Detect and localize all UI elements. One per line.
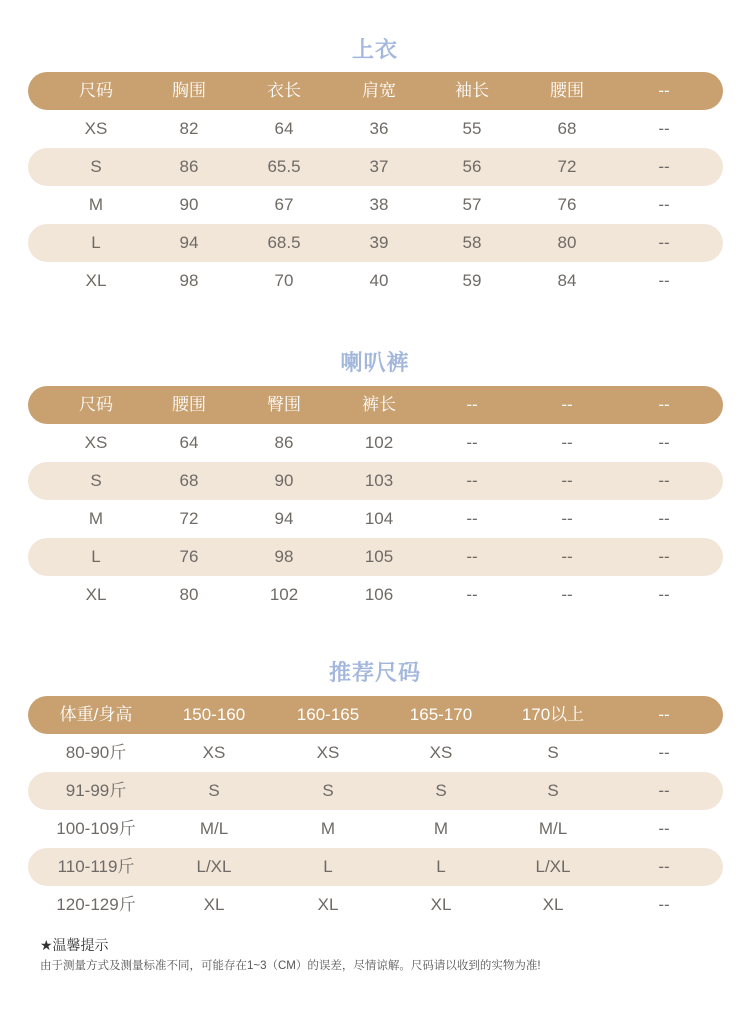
header-cell: 衣长 bbox=[267, 81, 301, 100]
table-cell: -- bbox=[658, 471, 670, 490]
table-cell: 36 bbox=[369, 119, 389, 138]
header-cell: 150-160 bbox=[182, 705, 246, 724]
table-cell: 64 bbox=[274, 119, 294, 138]
table-cell: 80 bbox=[179, 585, 199, 604]
table-cell: XL bbox=[203, 895, 225, 914]
header-cell: 腰围 bbox=[172, 395, 206, 414]
header-cell: 裤长 bbox=[362, 395, 396, 414]
table-cell: S bbox=[547, 743, 559, 762]
table-cell: -- bbox=[561, 471, 573, 490]
table-cell: M bbox=[88, 509, 104, 528]
table-cell: -- bbox=[658, 585, 670, 604]
table-cell: XS bbox=[429, 743, 453, 762]
table-cell: S bbox=[547, 781, 559, 800]
section-title-top: 上衣 bbox=[351, 37, 398, 62]
table-row bbox=[28, 110, 723, 148]
table-cell: -- bbox=[658, 271, 670, 290]
table-row bbox=[28, 886, 723, 924]
table-cell: 55 bbox=[462, 119, 482, 138]
header-cell: -- bbox=[658, 81, 670, 100]
table-cell: -- bbox=[561, 547, 573, 566]
header-cell: 肩宽 bbox=[362, 81, 396, 100]
table-row bbox=[28, 538, 723, 576]
table-cell: M/L bbox=[538, 819, 568, 838]
table-cell: -- bbox=[466, 509, 478, 528]
header-cell: 胸围 bbox=[172, 81, 206, 100]
table-cell: -- bbox=[658, 547, 670, 566]
table-cell: XS bbox=[202, 743, 226, 762]
header-cell: 腰围 bbox=[550, 81, 584, 100]
table-cell: 98 bbox=[274, 547, 294, 566]
table-cell: XS bbox=[84, 119, 108, 138]
table-cell: L/XL bbox=[196, 857, 232, 876]
table-cell: -- bbox=[658, 195, 670, 214]
table-cell: -- bbox=[658, 233, 670, 252]
table-cell: 84 bbox=[557, 271, 577, 290]
table-cell: 76 bbox=[557, 195, 577, 214]
note-body: 由于测量方式及测量标准不同，可能存在1~3（CM）的误差，尽情谅解。尺码请以收到的实物为准! bbox=[40, 960, 541, 972]
table-cell: 98 bbox=[179, 271, 199, 290]
header-cell: 体重/身高 bbox=[59, 705, 133, 724]
table-cell: 65.5 bbox=[267, 157, 301, 176]
table-cell: -- bbox=[658, 781, 670, 800]
table-cell: 110-119斤 bbox=[57, 857, 135, 876]
table-row bbox=[28, 424, 723, 462]
table-row bbox=[28, 810, 723, 848]
table-cell: XS bbox=[84, 433, 108, 452]
table-cell: 120-129斤 bbox=[56, 895, 136, 914]
table-cell: -- bbox=[658, 819, 670, 838]
table-header bbox=[28, 386, 723, 424]
table-cell: 72 bbox=[557, 157, 577, 176]
note-title: ★温馨提示 bbox=[40, 937, 109, 953]
table-cell: 94 bbox=[179, 233, 199, 252]
table-cell: XL bbox=[85, 585, 107, 604]
table-cell: 100-109斤 bbox=[56, 819, 136, 838]
table-cell: L bbox=[323, 857, 333, 876]
table-cell: -- bbox=[466, 433, 478, 452]
table-row bbox=[28, 500, 723, 538]
table-cell: 103 bbox=[364, 471, 394, 490]
table-cell: 56 bbox=[462, 157, 482, 176]
table-cell: 38 bbox=[369, 195, 389, 214]
header-cell: 尺码 bbox=[79, 81, 113, 100]
table-cell: M bbox=[433, 819, 449, 838]
header-cell: 袖长 bbox=[455, 81, 489, 100]
table-cell: 57 bbox=[462, 195, 482, 214]
table-cell: M bbox=[88, 195, 104, 214]
header-cell: 170以上 bbox=[521, 705, 585, 724]
table-cell: 40 bbox=[369, 271, 389, 290]
table-cell: 94 bbox=[274, 509, 294, 528]
table-cell: XL bbox=[430, 895, 452, 914]
table-cell: 91-99斤 bbox=[65, 781, 127, 800]
table-cell: L/XL bbox=[535, 857, 571, 876]
table-cell: 64 bbox=[179, 433, 199, 452]
header-cell: 臀围 bbox=[267, 395, 301, 414]
table-cell: L bbox=[91, 233, 101, 252]
table-cell: -- bbox=[561, 509, 573, 528]
table-row bbox=[28, 848, 723, 886]
table-cell: 68 bbox=[557, 119, 577, 138]
table-cell: XL bbox=[85, 271, 107, 290]
table-cell: 80 bbox=[557, 233, 577, 252]
table-cell: -- bbox=[658, 433, 670, 452]
table-cell: 39 bbox=[369, 233, 389, 252]
table-cell: M bbox=[320, 819, 336, 838]
header-cell: 165-170 bbox=[409, 705, 473, 724]
section-title-recommend: 推荐尺码 bbox=[328, 660, 421, 685]
table-cell: M/L bbox=[199, 819, 229, 838]
table-cell: 72 bbox=[179, 509, 199, 528]
header-cell: 160-165 bbox=[296, 705, 360, 724]
table-cell: 90 bbox=[274, 471, 294, 490]
table-cell: 67 bbox=[274, 195, 294, 214]
table-cell: S bbox=[322, 781, 334, 800]
size-table-pants bbox=[28, 386, 723, 614]
table-cell: 37 bbox=[369, 157, 389, 176]
table-row bbox=[28, 462, 723, 500]
table-cell: 58 bbox=[462, 233, 482, 252]
table-cell: 68.5 bbox=[267, 233, 301, 252]
table-row bbox=[28, 224, 723, 262]
table-cell: -- bbox=[658, 119, 670, 138]
table-header bbox=[28, 72, 723, 110]
table-cell: -- bbox=[658, 895, 670, 914]
table-cell: 104 bbox=[364, 509, 394, 528]
table-cell: XS bbox=[316, 743, 340, 762]
table-cell: 86 bbox=[179, 157, 199, 176]
table-cell: 90 bbox=[179, 195, 199, 214]
section-title-pants: 喇叭裤 bbox=[340, 350, 410, 375]
table-cell: 102 bbox=[269, 585, 299, 604]
table-row bbox=[28, 734, 723, 772]
table-row bbox=[28, 262, 723, 300]
table-cell: 86 bbox=[274, 433, 294, 452]
table-cell: -- bbox=[466, 585, 478, 604]
table-row bbox=[28, 772, 723, 810]
table-row bbox=[28, 148, 723, 186]
table-cell: 59 bbox=[462, 271, 482, 290]
table-cell: -- bbox=[658, 743, 670, 762]
table-cell: 80-90斤 bbox=[65, 743, 127, 762]
table-cell: -- bbox=[658, 509, 670, 528]
table-cell: -- bbox=[561, 585, 573, 604]
table-cell: -- bbox=[466, 547, 478, 566]
size-table-recommend bbox=[28, 696, 723, 924]
table-header bbox=[28, 696, 723, 734]
table-row bbox=[28, 576, 723, 614]
table-cell: 76 bbox=[179, 547, 199, 566]
table-cell: -- bbox=[658, 857, 670, 876]
table-cell: 68 bbox=[179, 471, 199, 490]
table-cell: S bbox=[208, 781, 220, 800]
table-cell: XL bbox=[317, 895, 339, 914]
table-cell: S bbox=[90, 471, 102, 490]
table-cell: -- bbox=[561, 433, 573, 452]
header-cell: 尺码 bbox=[79, 395, 113, 414]
table-cell: -- bbox=[658, 157, 670, 176]
table-cell: 105 bbox=[364, 547, 394, 566]
table-cell: 102 bbox=[364, 433, 394, 452]
header-cell: -- bbox=[658, 395, 670, 414]
table-cell: S bbox=[90, 157, 102, 176]
table-cell: 82 bbox=[179, 119, 199, 138]
table-cell: L bbox=[91, 547, 101, 566]
header-cell: -- bbox=[466, 395, 478, 414]
table-cell: XL bbox=[542, 895, 564, 914]
table-cell: 106 bbox=[364, 585, 394, 604]
header-cell: -- bbox=[561, 395, 573, 414]
table-row bbox=[28, 186, 723, 224]
table-cell: -- bbox=[466, 471, 478, 490]
table-cell: S bbox=[435, 781, 447, 800]
table-cell: 70 bbox=[274, 271, 294, 290]
table-cell: L bbox=[436, 857, 446, 876]
header-cell: -- bbox=[658, 705, 670, 724]
size-table-top bbox=[28, 72, 723, 300]
